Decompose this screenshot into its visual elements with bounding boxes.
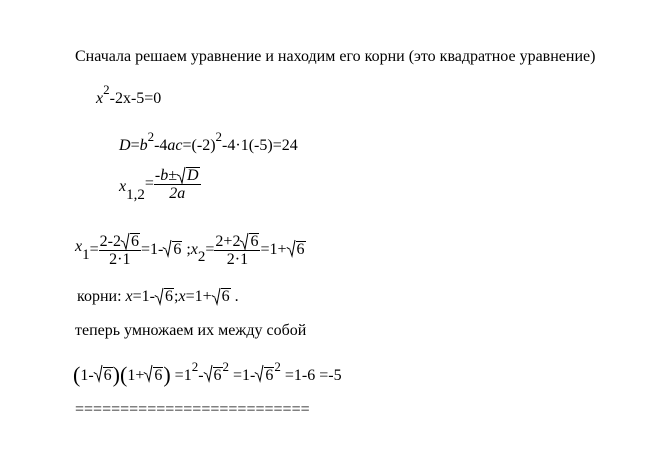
var-ac: ac: [167, 137, 183, 154]
radicand: 6: [154, 367, 163, 384]
minus-sign: -: [198, 367, 204, 384]
radicand: D: [187, 167, 199, 184]
sqrt-symbol: [255, 365, 274, 387]
roots-answer: [77, 288, 239, 306]
right-paren: ): [163, 362, 171, 387]
eq-sign: =: [89, 241, 99, 259]
sqrt-symbol: [177, 167, 200, 184]
product-line: [73, 359, 342, 387]
root1-fraction: [99, 233, 141, 268]
sqrt-symbol: [287, 240, 306, 260]
var-x: x: [75, 238, 83, 256]
radicand: 6: [103, 367, 112, 384]
radicand: 6: [130, 233, 139, 250]
radicand: 6: [296, 241, 305, 259]
left-paren: (: [119, 362, 128, 387]
fraction-numerator: [154, 167, 201, 185]
var-x: x: [178, 288, 186, 305]
root2-prefix: =1+: [185, 288, 212, 305]
numerator-prefix: -b±: [154, 167, 177, 184]
root1-result: [141, 241, 182, 258]
result-prefix: =1-: [140, 241, 164, 259]
minus-four: -4: [154, 137, 168, 154]
fraction-denominator: 2·1: [109, 251, 131, 268]
roots-label: корни:: [77, 288, 126, 305]
right-paren: ): [112, 362, 120, 387]
sqrt-symbol: [144, 365, 163, 387]
root-fraction: [154, 167, 201, 202]
exponent: 2: [222, 359, 230, 374]
substitution: =(-2): [182, 137, 216, 154]
var-x: x: [190, 241, 198, 259]
discriminant-line: [119, 129, 298, 155]
equation-rest: -2x-5=0: [109, 90, 162, 107]
separator-semicolon: ;: [174, 288, 179, 305]
sqrt-symbol: [121, 233, 140, 250]
quadratic-equation: [96, 82, 162, 108]
var-x: x: [125, 288, 133, 305]
factor1-prefix: 1-: [80, 367, 94, 384]
period: .: [230, 288, 239, 305]
sqrt-symbol: [240, 233, 259, 250]
subscript: 1: [82, 247, 90, 264]
eq-one-minus: =1-: [229, 367, 256, 384]
fraction-denominator: 2a: [169, 185, 186, 202]
exponent: 2: [191, 359, 199, 374]
sqrt-symbol: [212, 288, 231, 306]
var-b: b: [139, 137, 148, 154]
radicand: 6: [165, 288, 173, 305]
numerator-prefix: 2-2: [99, 233, 121, 250]
separator-semicolon: ;: [182, 241, 191, 259]
var-D: D: [119, 137, 131, 154]
root-formula: [119, 167, 201, 205]
sqrt-symbol: [155, 288, 174, 306]
radicand: 6: [265, 367, 274, 384]
eq-sign: =: [130, 137, 140, 154]
separator-line: ==========================: [75, 401, 310, 418]
var-x: x: [96, 90, 104, 107]
root1-prefix: =1-: [132, 288, 155, 305]
var-x: x: [119, 178, 127, 196]
product-result: =1-6 =-5: [280, 367, 342, 384]
exponent: 2: [103, 82, 110, 97]
result-prefix: =1+: [260, 241, 287, 259]
radicand: 6: [173, 241, 182, 259]
exponent: 2: [147, 129, 155, 144]
radicand: 6: [213, 367, 222, 384]
fraction-denominator: 2·1: [226, 251, 249, 268]
discriminant-result: -4·1(-5)=24: [222, 137, 298, 154]
root2-result: [260, 241, 305, 258]
sqrt-symbol: [204, 365, 223, 387]
eq-sign: =: [144, 175, 154, 193]
radicand: 6: [221, 288, 230, 305]
eq-sign: =: [205, 241, 215, 259]
left-paren: (: [73, 362, 81, 387]
radicand: 6: [250, 233, 259, 250]
eq-one: =1: [170, 367, 192, 384]
sqrt-symbol: [94, 365, 113, 387]
intro-text: Сначала решаем уравнение и находим его корни (это квадратное уравнение): [75, 48, 596, 65]
multiply-text: теперь умножаем их между собой: [75, 322, 307, 339]
subscript: 1,2: [126, 187, 145, 204]
factor2-prefix: 1+: [127, 367, 145, 384]
subscript: 2: [197, 249, 206, 266]
exponent: 2: [274, 359, 281, 374]
numerator-prefix: 2+2: [215, 233, 241, 250]
roots-calculation: [75, 230, 306, 268]
exponent: 2: [215, 129, 223, 144]
fraction-numerator: [214, 233, 260, 251]
root2-fraction: [214, 233, 260, 268]
fraction-numerator: [99, 233, 141, 251]
sqrt-symbol: [163, 240, 182, 260]
